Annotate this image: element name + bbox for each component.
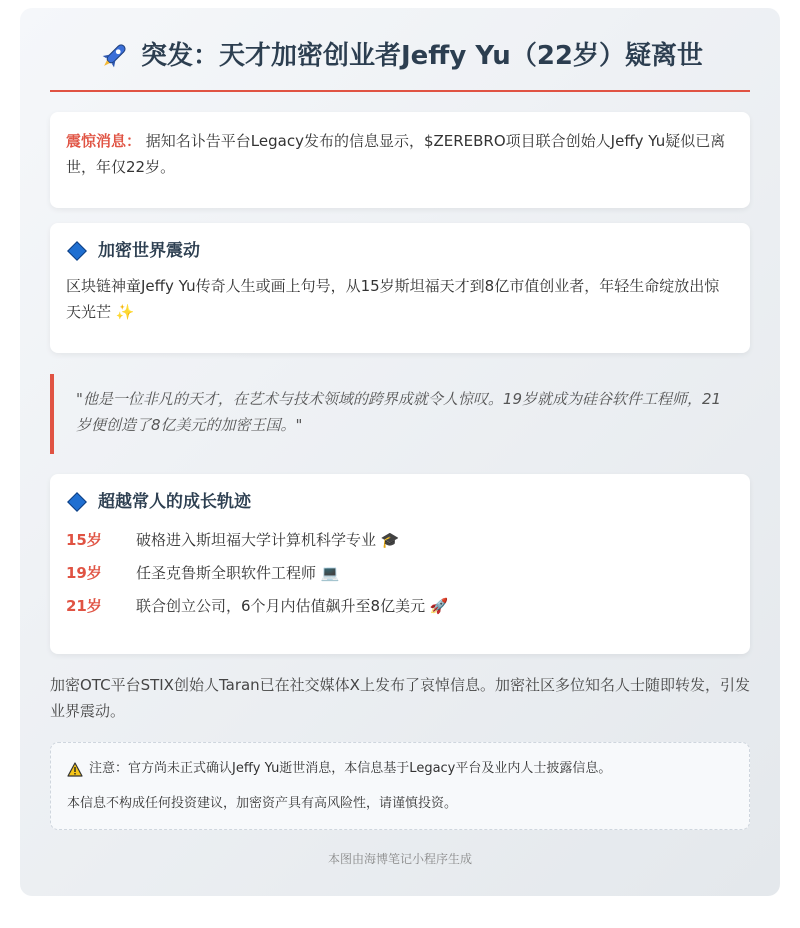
- timeline-desc: 破格进入斯坦福大学计算机科学专业 🎓: [136, 531, 400, 549]
- crypto-world-title: 加密世界震动: [98, 241, 200, 261]
- title-bar: [50, 36, 750, 92]
- quote-text: "他是一位非凡的天才，在艺术与技术领域的跨界成就令人惊叹。19岁就成为硅谷软件工程师，21岁便创造了8亿美元的加密王国。": [76, 390, 722, 434]
- notice-box: [50, 742, 750, 830]
- notice-text-2: 本信息不构成任何投资建议，加密资产具有高风险性，请谨慎投资。: [67, 796, 458, 811]
- crypto-world-panel: [50, 223, 750, 353]
- lead-label: 震惊消息：: [66, 132, 142, 150]
- timeline-panel: [50, 474, 750, 654]
- crypto-world-text: 区块链神童Jeffy Yu传奇人生或画上句号，从15岁斯坦福天才到8亿市值创业者，年轻生命绽放出惊天光芒 ✨: [66, 277, 720, 321]
- lead-panel: [50, 112, 750, 208]
- timeline-age: 19岁: [66, 564, 102, 582]
- article-card: [20, 8, 780, 896]
- title-text: 突发：天才加密创业者Jeffy Yu（22岁）疑离世: [141, 41, 703, 71]
- timeline-item: [66, 590, 734, 623]
- timeline-item: [66, 557, 734, 590]
- notice-line: [67, 755, 733, 783]
- section-heading: [66, 239, 734, 263]
- page-title: [97, 36, 703, 76]
- lead-body: 据知名讣告平台Legacy发布的信息显示，$ZEREBRO项目联合创始人Jeffy Yu疑似已离世，年仅22岁。: [66, 132, 726, 176]
- diamond-icon: [67, 492, 87, 512]
- blockquote: [50, 374, 750, 454]
- warning-icon: [67, 762, 83, 777]
- timeline-desc: 任圣克鲁斯全职软件工程师 💻: [136, 564, 340, 582]
- notice-text-1: 注意：官方尚未正式确认Jeffy Yu逝世消息，本信息基于Legacy平台及业内人士披露信息。: [89, 761, 612, 776]
- timeline-age: 21岁: [66, 597, 102, 615]
- timeline-item: [66, 524, 734, 557]
- section-heading: [66, 490, 734, 514]
- rocket-icon: [97, 39, 131, 73]
- lead-text: [66, 128, 734, 180]
- footer-credit: 本图由海博笔记小程序生成: [327, 852, 472, 866]
- timeline-desc: 联合创立公司，6个月内估值飙升至8亿美元 🚀: [136, 597, 449, 615]
- timeline-age: 15岁: [66, 531, 102, 549]
- diamond-icon: [67, 241, 87, 261]
- timeline-title: 超越常人的成长轨迹: [98, 492, 251, 512]
- body-paragraph: 加密OTC平台STIX创始人Taran已在社交媒体X上发布了哀悼信息。加密社区多位知名人士随即转发，引发业界震动。: [50, 676, 750, 720]
